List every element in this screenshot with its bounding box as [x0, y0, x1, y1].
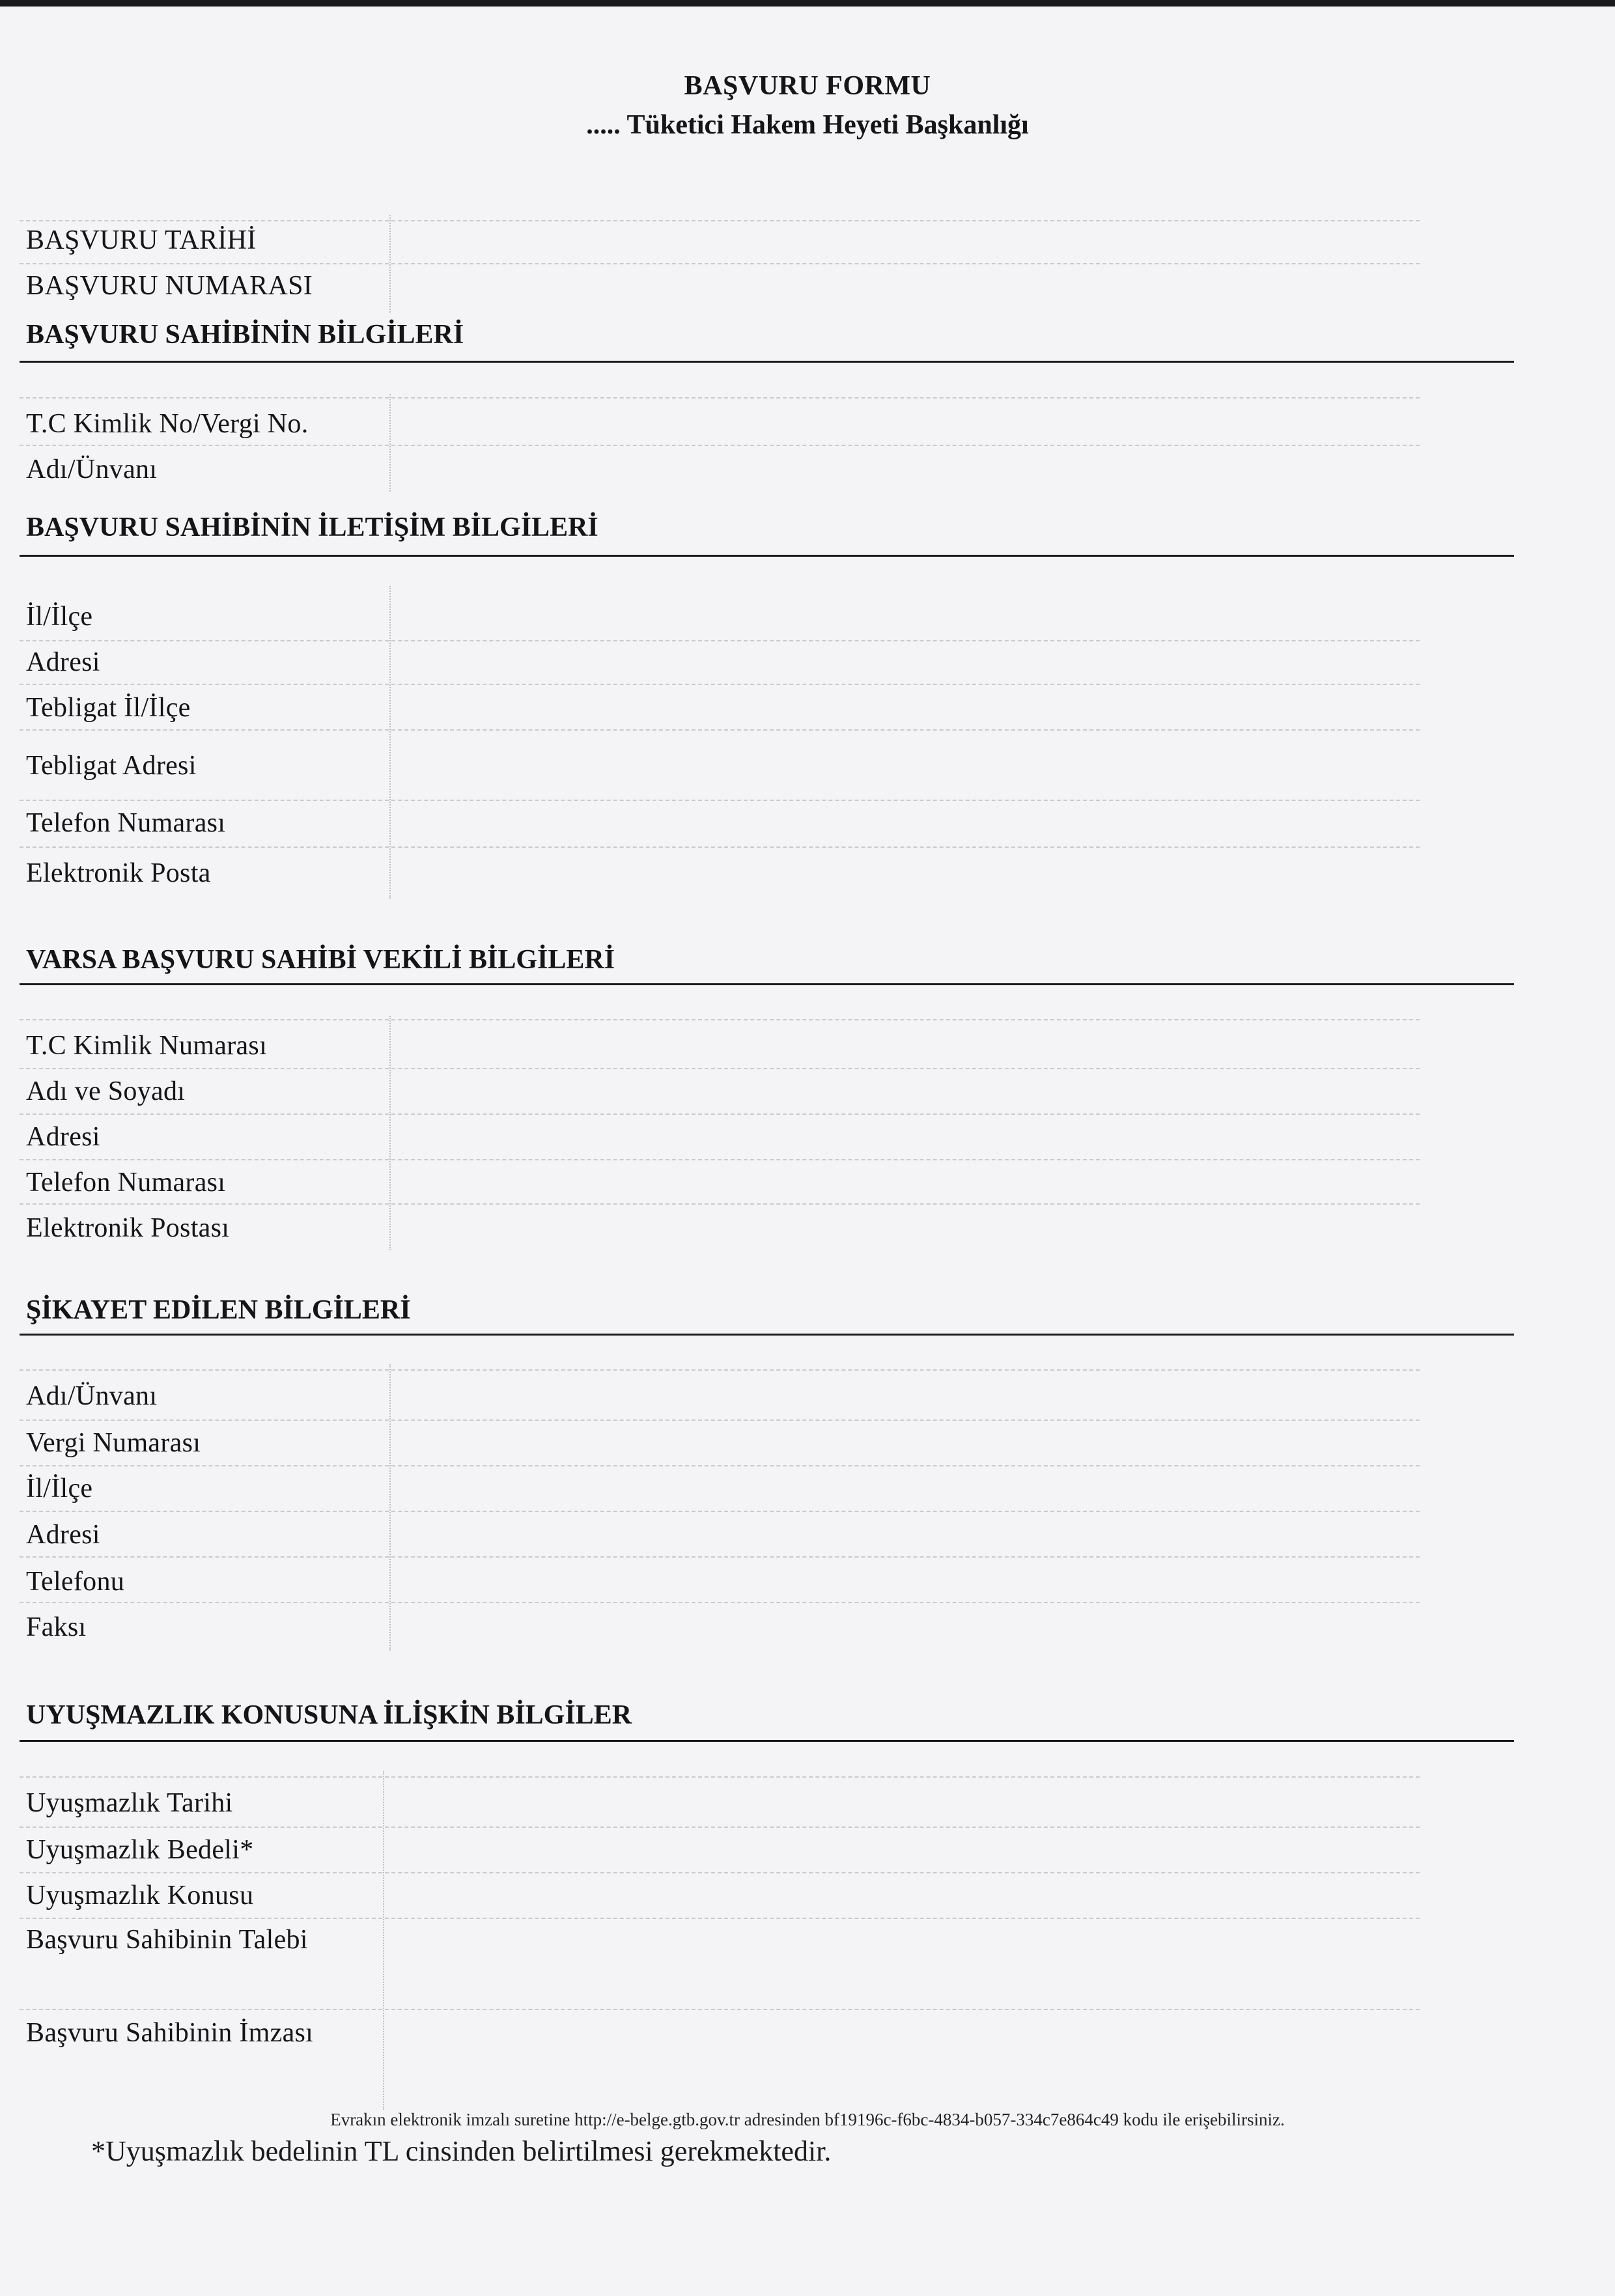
applicant-request-label: Başvuru Sahibinin Talebi — [26, 1925, 308, 1955]
field-line — [20, 1369, 1420, 1371]
dispute-amount-label: Uyuşmazlık Bedeli* — [26, 1835, 254, 1865]
respondent-name-label: Adı/Ünvanı — [26, 1381, 158, 1411]
applicant-section-title: BAŞVURU SAHİBİNİN BİLGİLERİ — [26, 320, 464, 350]
field-line — [20, 684, 1420, 685]
respondent-phone-label: Telefonu — [26, 1567, 125, 1597]
contact-section-title: BAŞVURU SAHİBİNİN İLETİŞİM BİLGİLERİ — [26, 512, 598, 542]
scan-edge — [0, 0, 1615, 7]
field-line — [20, 1113, 1420, 1115]
field-line — [20, 1776, 1420, 1778]
section-rule — [20, 983, 1514, 985]
field-line — [20, 220, 1420, 221]
column-separator — [389, 215, 391, 313]
contact-province-label: İl/İlçe — [26, 602, 93, 632]
section-rule — [20, 361, 1514, 363]
field-line — [20, 1019, 1420, 1020]
notification-address-label: Tebligat Adresi — [26, 751, 197, 781]
dispute-subject-label: Uyuşmazlık Konusu — [26, 1881, 254, 1911]
field-line — [20, 729, 1420, 731]
form-title: BAŞVURU FORMU — [684, 71, 931, 101]
representative-section-title: VARSA BAŞVURU SAHİBİ VEKİLİ BİLGİLERİ — [26, 945, 615, 975]
section-rule — [20, 555, 1514, 557]
column-separator — [389, 1364, 391, 1651]
field-line — [20, 1872, 1420, 1873]
respondent-section-title: ŞİKAYET EDİLEN BİLGİLERİ — [26, 1295, 411, 1325]
field-line — [20, 1918, 1420, 1919]
field-line — [20, 847, 1420, 848]
field-line — [20, 1159, 1420, 1160]
field-line — [20, 2009, 1420, 2010]
form-subtitle: ..... Tüketici Hakem Heyeti Başkanlığı — [586, 110, 1029, 140]
application-number-label: BAŞVURU NUMARASI — [26, 271, 313, 301]
asterisk-note: *Uyuşmazlık bedelinin TL cinsinden belirtilmesi gerekmektedir. — [91, 2135, 832, 2167]
representative-email-label: Elektronik Postası — [26, 1213, 230, 1243]
column-separator — [389, 1016, 391, 1250]
field-line — [20, 263, 1420, 264]
field-line — [20, 1203, 1420, 1205]
field-line — [20, 1420, 1420, 1421]
applicant-id-label: T.C Kimlik No/Vergi No. — [26, 409, 309, 439]
field-line — [20, 1556, 1420, 1558]
column-separator — [389, 394, 391, 492]
application-date-label: BAŞVURU TARİHİ — [26, 225, 257, 255]
field-line — [20, 397, 1420, 399]
respondent-address-label: Adresi — [26, 1520, 100, 1550]
section-rule — [20, 1334, 1514, 1336]
representative-address-label: Adresi — [26, 1122, 100, 1152]
representative-phone-label: Telefon Numarası — [26, 1168, 226, 1197]
applicant-name-label: Adı/Ünvanı — [26, 455, 158, 484]
field-line — [20, 800, 1420, 801]
field-line — [20, 1827, 1420, 1828]
field-line — [20, 1068, 1420, 1069]
representative-name-label: Adı ve Soyadı — [26, 1076, 186, 1106]
respondent-fax-label: Faksı — [26, 1612, 87, 1642]
field-line — [20, 1465, 1420, 1466]
field-line — [20, 640, 1420, 641]
contact-phone-label: Telefon Numarası — [26, 808, 226, 838]
section-rule — [20, 1740, 1514, 1742]
column-separator — [389, 586, 391, 899]
representative-id-label: T.C Kimlik Numarası — [26, 1031, 268, 1061]
notification-province-label: Tebligat İl/İlçe — [26, 693, 191, 723]
field-line — [20, 1511, 1420, 1512]
respondent-province-label: İl/İlçe — [26, 1474, 93, 1504]
respondent-tax-number-label: Vergi Numarası — [26, 1428, 201, 1458]
applicant-signature-label: Başvuru Sahibinin İmzası — [26, 2018, 314, 2048]
dispute-date-label: Uyuşmazlık Tarihi — [26, 1788, 233, 1818]
column-separator — [383, 1771, 384, 2110]
field-line — [20, 445, 1420, 446]
e-signature-note: Evrakın elektronik imzalı suretine http://e-belge.gtb.gov.tr adresinden bf19196c-f6bc-4834-b057-334c7e864c49 kodu ile erişebilirsiniz. — [330, 2110, 1285, 2129]
contact-email-label: Elektronik Posta — [26, 858, 211, 888]
dispute-section-title: UYUŞMAZLIK KONUSUNA İLİŞKİN BİLGİLER — [26, 1700, 632, 1730]
contact-address-label: Adresi — [26, 647, 100, 677]
field-line — [20, 1602, 1420, 1603]
